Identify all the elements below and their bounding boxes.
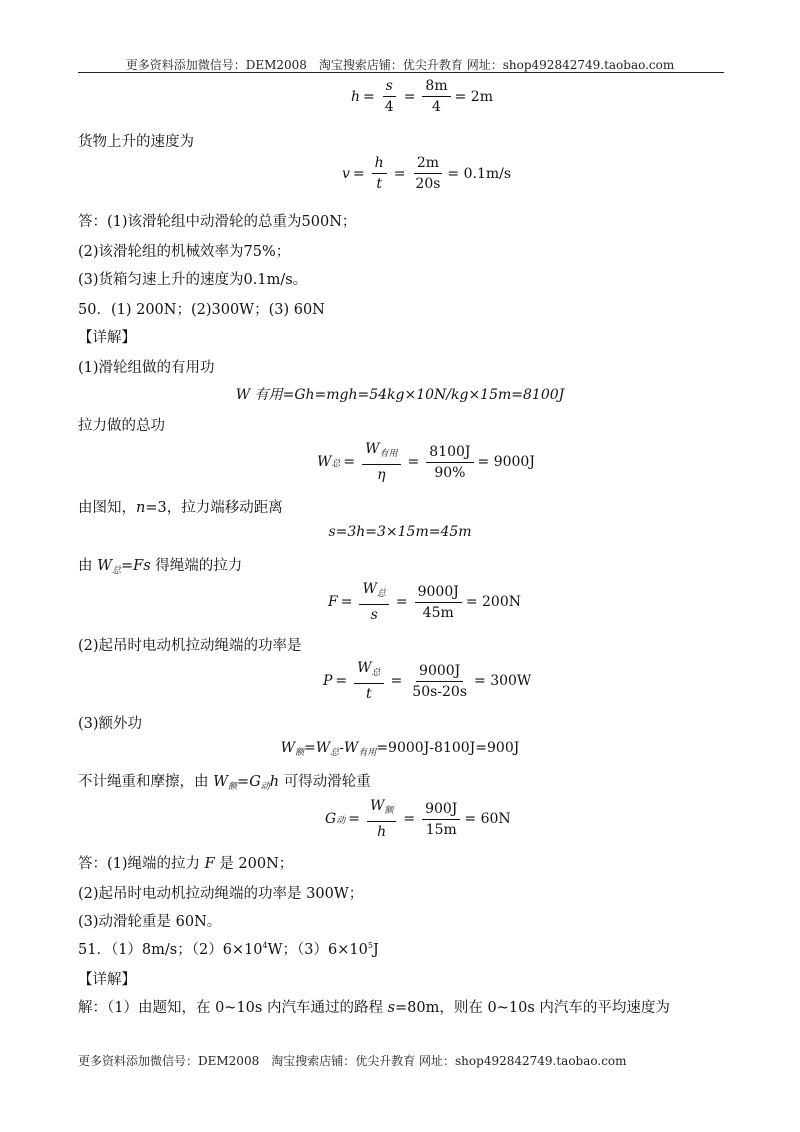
formula-result: = 9000J — [477, 454, 535, 470]
numerator: 8m — [422, 78, 450, 97]
fraction — [367, 798, 396, 840]
text-segment: 解：（1）由题知，在 0~10s 内汽车通过的路程 — [78, 1000, 388, 1016]
answer-line: (2)该滑轮组的机械效率为75%； — [78, 244, 291, 260]
page-footer: 更多资料添加微信号：DEM2008 淘宝搜索店铺：优尖升教育 网址：shop492842749.taobao.com — [78, 1054, 627, 1068]
subscript: 有用 — [358, 748, 377, 758]
numerator: 9000J — [416, 663, 463, 682]
denominator: 4 — [384, 99, 394, 115]
symbol-g: G — [249, 774, 261, 790]
formula-rest: =9000J-8100J=900J — [376, 740, 520, 756]
subscript: 动 — [336, 815, 346, 826]
formula-rest: =Gh=mgh=54kg×10N/kg×15m=8100J — [282, 387, 565, 403]
text-line — [78, 554, 242, 576]
operator: - — [339, 740, 344, 756]
numerator: W — [362, 581, 377, 597]
text-segment: 得绳端的拉力 — [150, 558, 243, 574]
subscript: 额 — [228, 782, 238, 792]
numerator: W — [365, 441, 380, 457]
text-segment: 答：(1)绳端的拉力 — [78, 856, 205, 872]
answer-line — [78, 852, 293, 873]
formula-eq: = — [343, 454, 356, 470]
text-segment: =80m，则在 0~10s 内汽车的平均速度为 — [395, 1000, 670, 1016]
question-answer-51 — [78, 938, 379, 959]
operator: = — [304, 740, 316, 756]
fraction — [415, 584, 462, 621]
fraction — [426, 444, 473, 481]
answer-line: 答：(1)该滑轮组中动滑轮的总重为500N； — [78, 214, 357, 230]
fraction — [354, 660, 383, 702]
fraction — [412, 155, 443, 192]
formula-result: = 60N — [464, 811, 511, 827]
symbol-w: W — [235, 387, 251, 403]
fraction — [362, 441, 400, 483]
text-line: (1)滑轮组做的有用功 — [78, 360, 215, 376]
text-segment: =Fs — [121, 558, 151, 574]
fraction — [359, 581, 388, 623]
formula-lhs: v — [342, 165, 350, 182]
symbol-n: n — [136, 500, 146, 516]
question-answer-50: 50．(1) 200N；(2)300W；(3) 60N — [78, 302, 325, 318]
subscript: 总 — [112, 566, 122, 576]
text-segment: 是 200N； — [214, 856, 294, 872]
fraction — [422, 78, 450, 115]
denominator: 45m — [422, 604, 454, 621]
symbol-f: F — [204, 856, 215, 872]
header-rule — [78, 72, 724, 73]
denominator: η — [377, 467, 386, 483]
symbol-w: W — [213, 774, 229, 790]
formula-total-work: W 总 = $\frac{W_{有用}}{\eta}$ = $\frac{8100J}{90\%}$ = 9000J — [317, 441, 535, 483]
fraction — [372, 155, 387, 192]
formula-eq: = — [335, 673, 348, 689]
formula-velocity: v = $\frac{h}{t}$ = $\frac{2m}{20s}$ = 0.1m/s — [342, 155, 512, 192]
text-line — [78, 496, 283, 517]
fraction — [409, 663, 470, 700]
text-segment: W；（3）6×10 — [267, 942, 368, 958]
subscript: 动 — [260, 782, 270, 792]
fraction — [422, 801, 460, 838]
denominator: h — [377, 824, 387, 840]
denominator: s — [370, 607, 378, 623]
detail-label: 【详解】 — [78, 330, 136, 346]
numerator: 2m — [414, 155, 442, 174]
formula-lhs: P — [323, 673, 333, 689]
subscript: 有用 — [379, 449, 398, 459]
formula-lhs: W — [317, 454, 332, 470]
subscript: 额 — [384, 806, 394, 816]
formula-power: P = $\frac{W_总}{t}$ = $\frac{9000J}{50s-20s}$ = 300W — [323, 660, 532, 702]
fraction — [382, 78, 397, 115]
denominator: t — [376, 176, 382, 192]
symbol-w: W — [97, 558, 113, 574]
operator: = — [237, 774, 250, 790]
text-line: (3)额外功 — [78, 716, 143, 732]
symbol-w: W — [280, 740, 296, 756]
text-segment: J — [372, 942, 379, 958]
formula-lhs: G — [325, 811, 337, 827]
text-line — [78, 996, 670, 1017]
text-segment: 由图知， — [78, 500, 136, 516]
text-line: (2)起吊时电动机拉动绳端的功率是 — [78, 638, 302, 654]
formula-result: = 300W — [474, 673, 532, 689]
formula-eq: = — [352, 165, 365, 182]
text-segment: 不计绳重和摩擦，由 — [78, 774, 214, 790]
text-segment: =3，拉力端移动距离 — [145, 500, 283, 516]
text-segment: 由 — [78, 558, 98, 574]
denominator: 15m — [425, 821, 457, 838]
subscript: 额 — [295, 748, 305, 758]
subscript: 总 — [331, 458, 341, 469]
symbol-w: W — [343, 740, 359, 756]
numerator: s — [383, 78, 396, 97]
formula-useful-work — [0, 384, 800, 404]
answer-line: (2)起吊时电动机拉动绳端的功率是 300W； — [78, 886, 364, 902]
formula-extra-work — [0, 740, 800, 758]
numerator: 9000J — [415, 584, 462, 603]
symbol-h: h — [269, 774, 280, 790]
formula-distance: s=3h=3×15m=45m — [328, 524, 472, 540]
formula-eq: = — [348, 811, 360, 827]
denominator: 50s-20s — [412, 683, 468, 700]
numerator: 8100J — [426, 444, 473, 463]
formula-eq: = — [340, 594, 353, 610]
superscript: 5 — [367, 941, 373, 950]
subscript: 总 — [376, 589, 386, 599]
numerator: W — [369, 798, 385, 814]
detail-label: 【详解】 — [78, 972, 136, 988]
formula-height: h = $\frac{s}{4}$ = $\frac{8m}{4}$ = 2m — [351, 78, 493, 115]
subscript: 总 — [371, 668, 381, 678]
formula-lhs: h — [351, 88, 361, 105]
numerator: 900J — [422, 801, 460, 820]
text-line: 货物上升的速度为 — [78, 134, 194, 150]
formula-pulley-weight: G 动 = $\frac{W_额}{h}$ = $\frac{900J}{15m}$ = 60N — [325, 798, 511, 840]
formula-eq: = — [363, 88, 375, 105]
subscript: 总 — [330, 748, 340, 758]
numerator: h — [372, 155, 387, 174]
answer-line: (3)动滑轮重是 60N。 — [78, 914, 222, 930]
denominator: t — [366, 686, 372, 702]
symbol-s: s — [387, 1000, 396, 1016]
text-segment: 51．（1）8m/s；（2）6×10 — [78, 942, 263, 958]
superscript: 4 — [262, 941, 268, 950]
text-segment: 可得动滑轮重 — [279, 774, 371, 790]
symbol-w: W — [315, 740, 331, 756]
formula-result: = 2m — [454, 88, 493, 105]
denominator: 90% — [434, 464, 466, 481]
numerator: W — [357, 660, 372, 676]
page-header: 更多资料添加微信号：DEM2008 淘宝搜索店铺：优尖升教育 网址：shop492842749.taobao.com — [125, 58, 675, 72]
formula-force: F = $\frac{W_总}{s}$ = $\frac{9000J}{45m}$ = 200N — [328, 581, 521, 623]
answer-line: (3)货箱匀速上升的速度为0.1m/s。 — [78, 272, 308, 288]
text-line: 拉力做的总功 — [78, 418, 165, 434]
denominator: 20s — [415, 176, 441, 192]
subscript: 有用 — [254, 387, 283, 403]
text-line — [78, 770, 371, 792]
formula-lhs: F — [328, 594, 338, 610]
denominator: 4 — [432, 99, 441, 115]
formula-result: = 200N — [465, 594, 521, 610]
formula-result: = 0.1m/s — [447, 165, 512, 182]
